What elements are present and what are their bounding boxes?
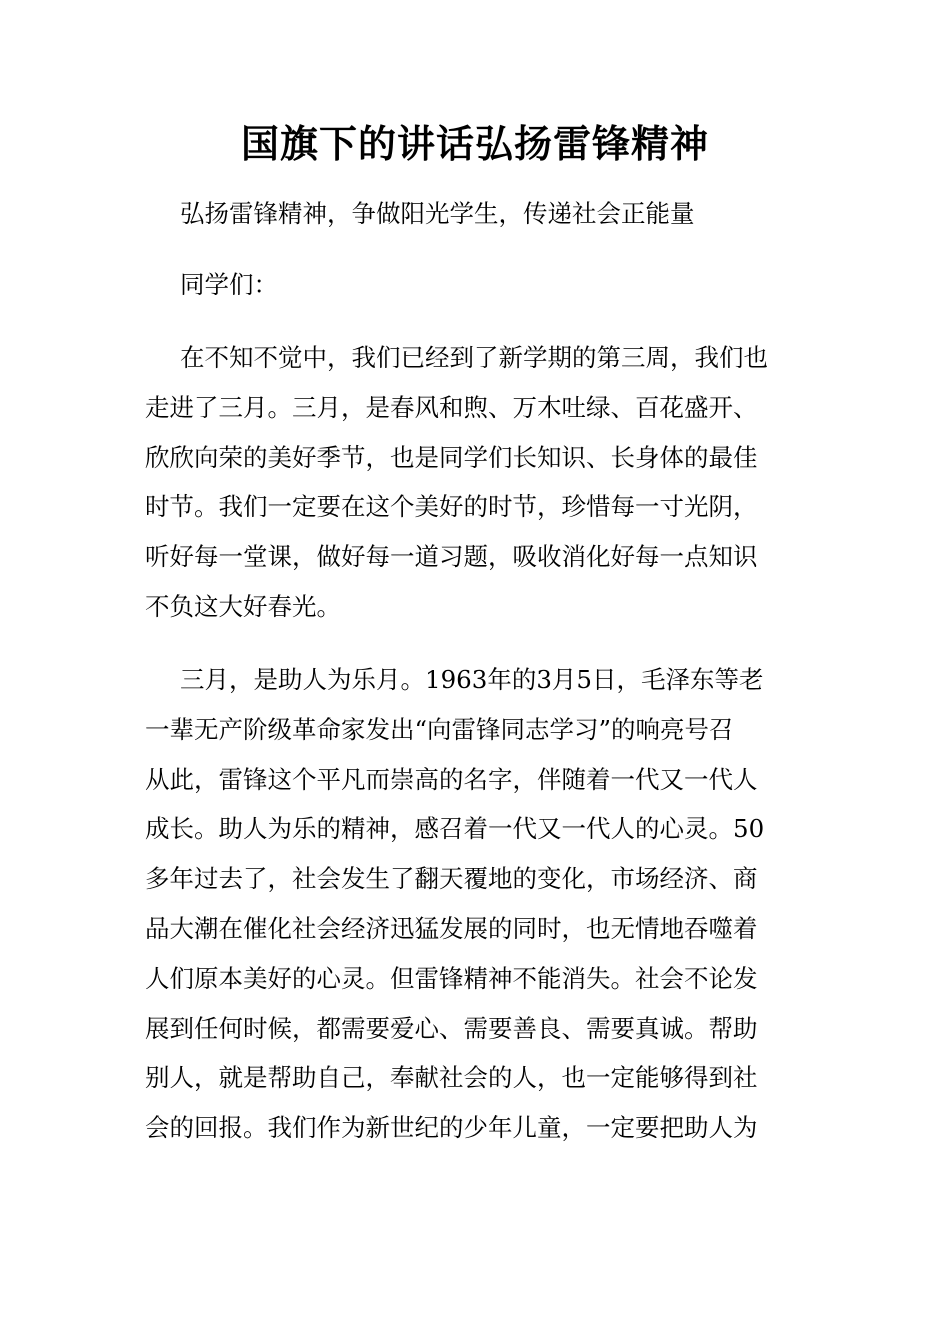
paragraph-line: 品大潮在催化社会经济迅猛发展的同时，也无情地吞噬着 <box>145 913 758 943</box>
paragraph-line: 成长。助人为乐的精神，感召着一代又一代人的心灵。50 <box>145 814 765 844</box>
paragraph-line: 三月，是助人为乐月。1963年的3月5日，毛泽东等老 <box>180 665 764 694</box>
paragraph-line: 别人，就是帮助自己，奉献社会的人，也一定能够得到社 <box>145 1063 758 1093</box>
paragraph-line: 走进了三月。三月，是春风和煦、万木吐绿、百花盛开、 <box>145 392 758 422</box>
paragraph-line: 会的回报。我们作为新世纪的少年儿童，一定要把助人为 <box>145 1113 758 1143</box>
paragraph-line: 时节。我们一定要在这个美好的时节，珍惜每一寸光阴， <box>145 492 758 522</box>
page-title: 国旗下的讲话弘扬雷锋精神 <box>240 121 709 166</box>
paragraph-line: 一辈无产阶级革命家发出“向雷锋同志学习”的响亮号召 <box>145 714 734 744</box>
paragraph-line: 从此，雷锋这个平凡而崇高的名字，伴随着一代又一代人 <box>145 764 758 794</box>
paragraph-line: 人们原本美好的心灵。但雷锋精神不能消失。社会不论发 <box>145 963 758 993</box>
paragraph-line: 不负这大好春光。 <box>145 591 341 621</box>
greeting: 同学们： <box>180 270 278 299</box>
paragraph-1 <box>145 338 810 637</box>
paragraph-line: 展到任何时候，都需要爱心、需要善良、需要真诚。帮助 <box>145 1013 758 1043</box>
paragraph-2 <box>145 660 810 1158</box>
paragraph-line: 听好每一堂课，做好每一道习题，吸收消化好每一点知识 <box>145 542 758 572</box>
paragraph-line: 在不知不觉中，我们已经到了新学期的第三周，我们也 <box>180 343 768 372</box>
speech-subtitle: 弘扬雷锋精神，争做阳光学生，传递社会正能量 <box>180 199 695 228</box>
paragraph-line: 欣欣向荣的美好季节，也是同学们长知识、长身体的最佳 <box>145 442 758 472</box>
paragraph-line: 多年过去了，社会发生了翻天覆地的变化，市场经济、商 <box>145 864 758 894</box>
